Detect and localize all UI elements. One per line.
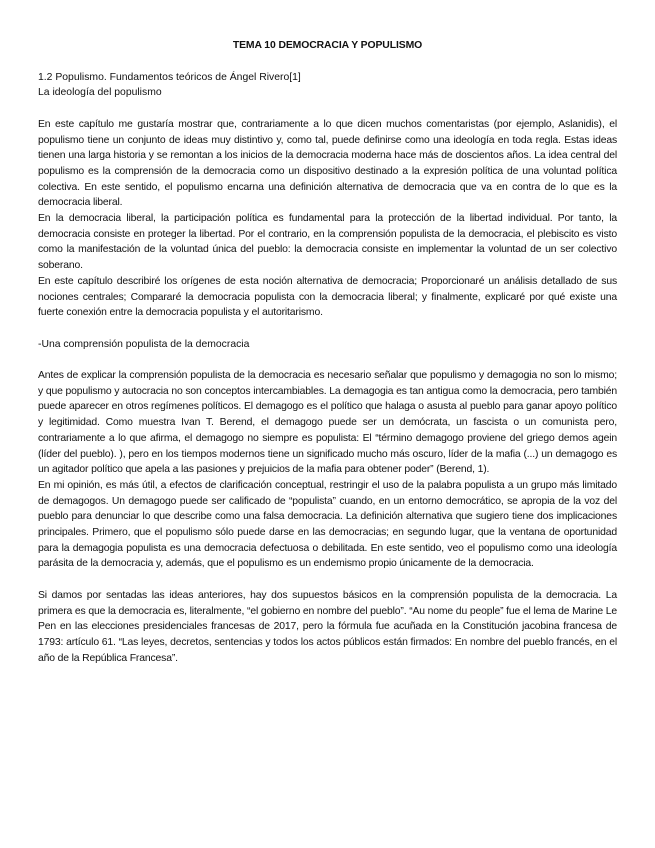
subheading: La ideología del populismo: [38, 87, 162, 99]
spacer: [38, 572, 617, 588]
section2-heading: -Una comprensión populista de la democracia: [38, 338, 250, 350]
spacer: [38, 101, 617, 117]
document-title: TEMA 10 DEMOCRACIA Y POPULISMO: [232, 40, 423, 51]
spacer: [38, 352, 617, 368]
paragraph: En mi opinión, es más útil, a efectos de clarificación conceptual, restringir el uso de la palabra populista a un grupo más limitado de demagogos. Un demagogo puede ser calificado de “populista” cuando, en un entorno democrático, se apropia de la voz del pueblo para denunciar lo que describe como una falsa democracia. La definición alternativa que sugiero tiene dos implicaciones principales. Primero, que el populismo sólo puede darse en las democracias; en segundo lugar, que la ventana de oportunidad para la demagogia populista es una democracia defectuosa o debilitada. En este sentido, veo el populismo como una ideología parásita de la democracia y, además, que el populismo es un endemismo propio únicamente de la democracia.: [38, 479, 617, 570]
document-page: [38, 38, 617, 666]
paragraph: En la democracia liberal, la participación política es fundamental para la protección de la libertad individual. Por tanto, la democracia consiste en proteger la libertad. Por el contrario, en la comprensión populista de la democracia, el plebiscito es visto como la manifestación de la voluntad única del pueblo: la democracia consiste en implementar la voluntad de un ser colectivo soberano.: [38, 213, 617, 272]
paragraph: En este capítulo describiré los orígenes de esta noción alternativa de democracia; Proporcionaré un análisis detallado de sus nociones centrales; Compararé la democracia populista con la democracia liberal; y finalmente, explicaré por qué existe una fuerte conexión entre la democracia populista y el autoritarismo.: [38, 275, 617, 319]
spacer: [38, 321, 617, 337]
section-heading: 1.2 Populismo. Fundamentos teóricos de Ángel Rivero[1]: [38, 71, 301, 83]
paragraph: Si damos por sentadas las ideas anteriores, hay dos supuestos básicos en la comprensión populista de la democracia. La primera es que la democracia es, literalmente, “el gobierno en nombre del pueblo”. “Au nome du people” fue el lema de Marine Le Pen en las elecciones presidenciales francesas de 2017, pero la fórmula fue acuñada en la Constitución jacobina francesa de 1793: artículo 61. “Las leyes, decretos, sentencias y todos los actos públicos están firmados: En nombre del pueblo francés, en el año de la República Francesa”.: [38, 589, 617, 664]
paragraph: Antes de explicar la comprensión populista de la democracia es necesario señalar que populismo y demagogia no son lo mismo; y que populismo y autocracia no son conceptos intercambiables. La demagogia es tan antigua como la democracia, pero también puede aparecer en otros regímenes políticos. El demagogo es el político que halaga o asusta al pueblo para ganar apoyo político y legitimidad. Como muestra Ivan T. Berend, el demagogo puede ser un demócrata, un fascista o un comunista pero, contrariamente a lo que afirma, el demagogo no siempre es populista: El “término demagogo proviene del griego demos agein (líder del pueblo). ), pero en los tiempos modernos tiene un significado mucho más oscuro, líder de la mafia (...) un demagogo es un agitador político que apela a las pasiones y prejuicios de la mafia para obtener poder” (Berend, 1).: [38, 370, 617, 476]
paragraph: En este capítulo me gustaría mostrar que, contrariamente a lo que dicen muchos comentaristas (por ejemplo, Aslanidis), el populismo tiene un conjunto de ideas muy distintivo y, como tal, puede definirse como una ideología en toda regla. Estas ideas tienen una larga historia y se remontan a los inicios de la democracia moderna hace más de doscientos años. La idea central del populismo es la comprensión de la democracia como un dispositivo destinado a la expresión política de una voluntad política colectiva. En este sentido, el populismo encarna una definición alternativa de democracia que va en contra de lo que es la democracia liberal.: [38, 118, 617, 209]
